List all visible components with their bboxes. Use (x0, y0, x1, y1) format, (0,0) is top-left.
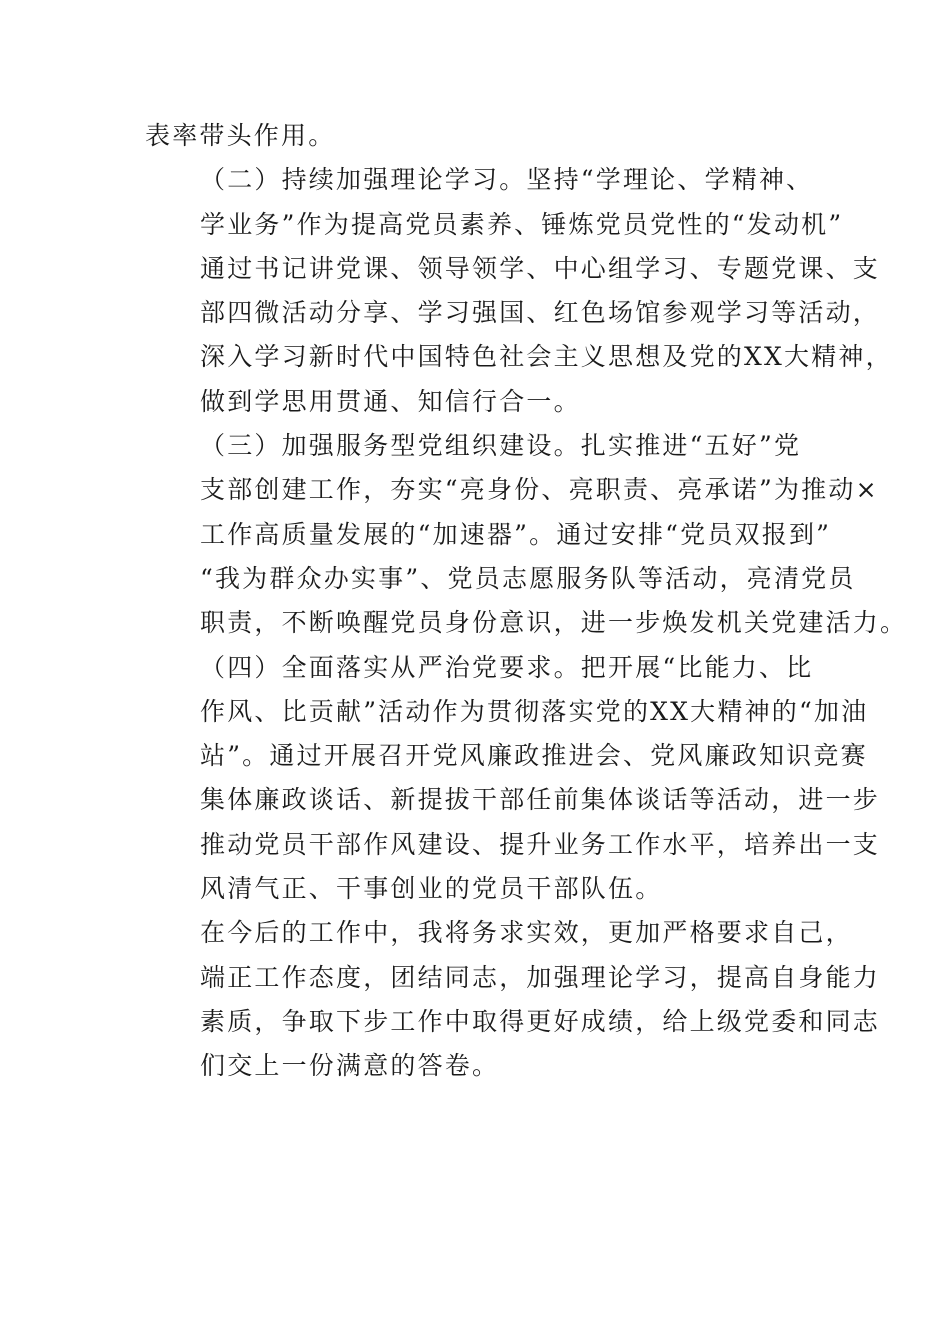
paragraph-strict-governance (145, 646, 881, 912)
text-line: 端正工作态度，团结同志，加强理论学习，提高自身能力 (200, 962, 881, 992)
text-line: 工作高质量发展的“加速器”。通过安排“党员双报到” (200, 519, 832, 549)
text-line: 风清气正、干事创业的党员干部队伍。 (200, 874, 663, 904)
text-line: 推动党员干部作风建设、提升业务工作水平，培养出一支 (200, 829, 881, 859)
text-line: 通过书记讲党课、领导领学、中心组学习、专题党课、支 (200, 253, 881, 283)
paragraph-continuation (145, 114, 805, 158)
paragraph-conclusion (145, 911, 881, 1088)
text-line: 集体廉政谈话、新提拔干部任前集体谈话等活动，进一步 (200, 785, 881, 815)
text-line: （四）全面落实从严治党要求。把开展“比能力、比 (200, 652, 814, 682)
text-line: 部四微活动分享、学习强国、红色场馆参观学习等活动， (200, 298, 881, 328)
document-body (145, 114, 908, 1089)
text-line: 素质，争取下步工作中取得更好成绩，给上级党委和同志 (200, 1006, 881, 1036)
paragraph-service-party (145, 424, 908, 645)
text-line: 做到学思用贯通、知信行合一。 (200, 386, 581, 416)
text-line: 学业务”作为提高党员素养、锤炼党员党性的“发动机” (200, 209, 844, 239)
text-line: 站”。通过开展召开党风廉政推进会、党风廉政知识竞赛 (200, 741, 868, 771)
text-line: （三）加强服务型党组织建设。扎实推进“五好”党 (200, 431, 802, 461)
text-line: 表率带头作用。 (145, 121, 336, 150)
text-line: （二）持续加强理论学习。坚持“学理论、学精神、 (200, 165, 814, 195)
paragraph-theory-study (145, 158, 893, 424)
text-line: 支部创建工作，夯实“亮身份、亮职责、亮承诺”为推动× (200, 475, 879, 505)
text-line: 们交上一份满意的答卷。 (200, 1051, 500, 1081)
text-line: “我为群众办实事”、党员志愿服务队等活动，亮清党员 (200, 563, 856, 593)
text-line: 在今后的工作中，我将务求实效，更加严格要求自己， (200, 918, 853, 948)
text-line: 职责，不断唤醒党员身份意识，进一步焕发机关党建活力。 (200, 608, 908, 638)
text-line: 作风、比贡献”活动作为贯彻落实党的XX大精神的“加油 (200, 696, 869, 726)
text-line: 深入学习新时代中国特色社会主义思想及党的XX大精神， (200, 342, 893, 372)
